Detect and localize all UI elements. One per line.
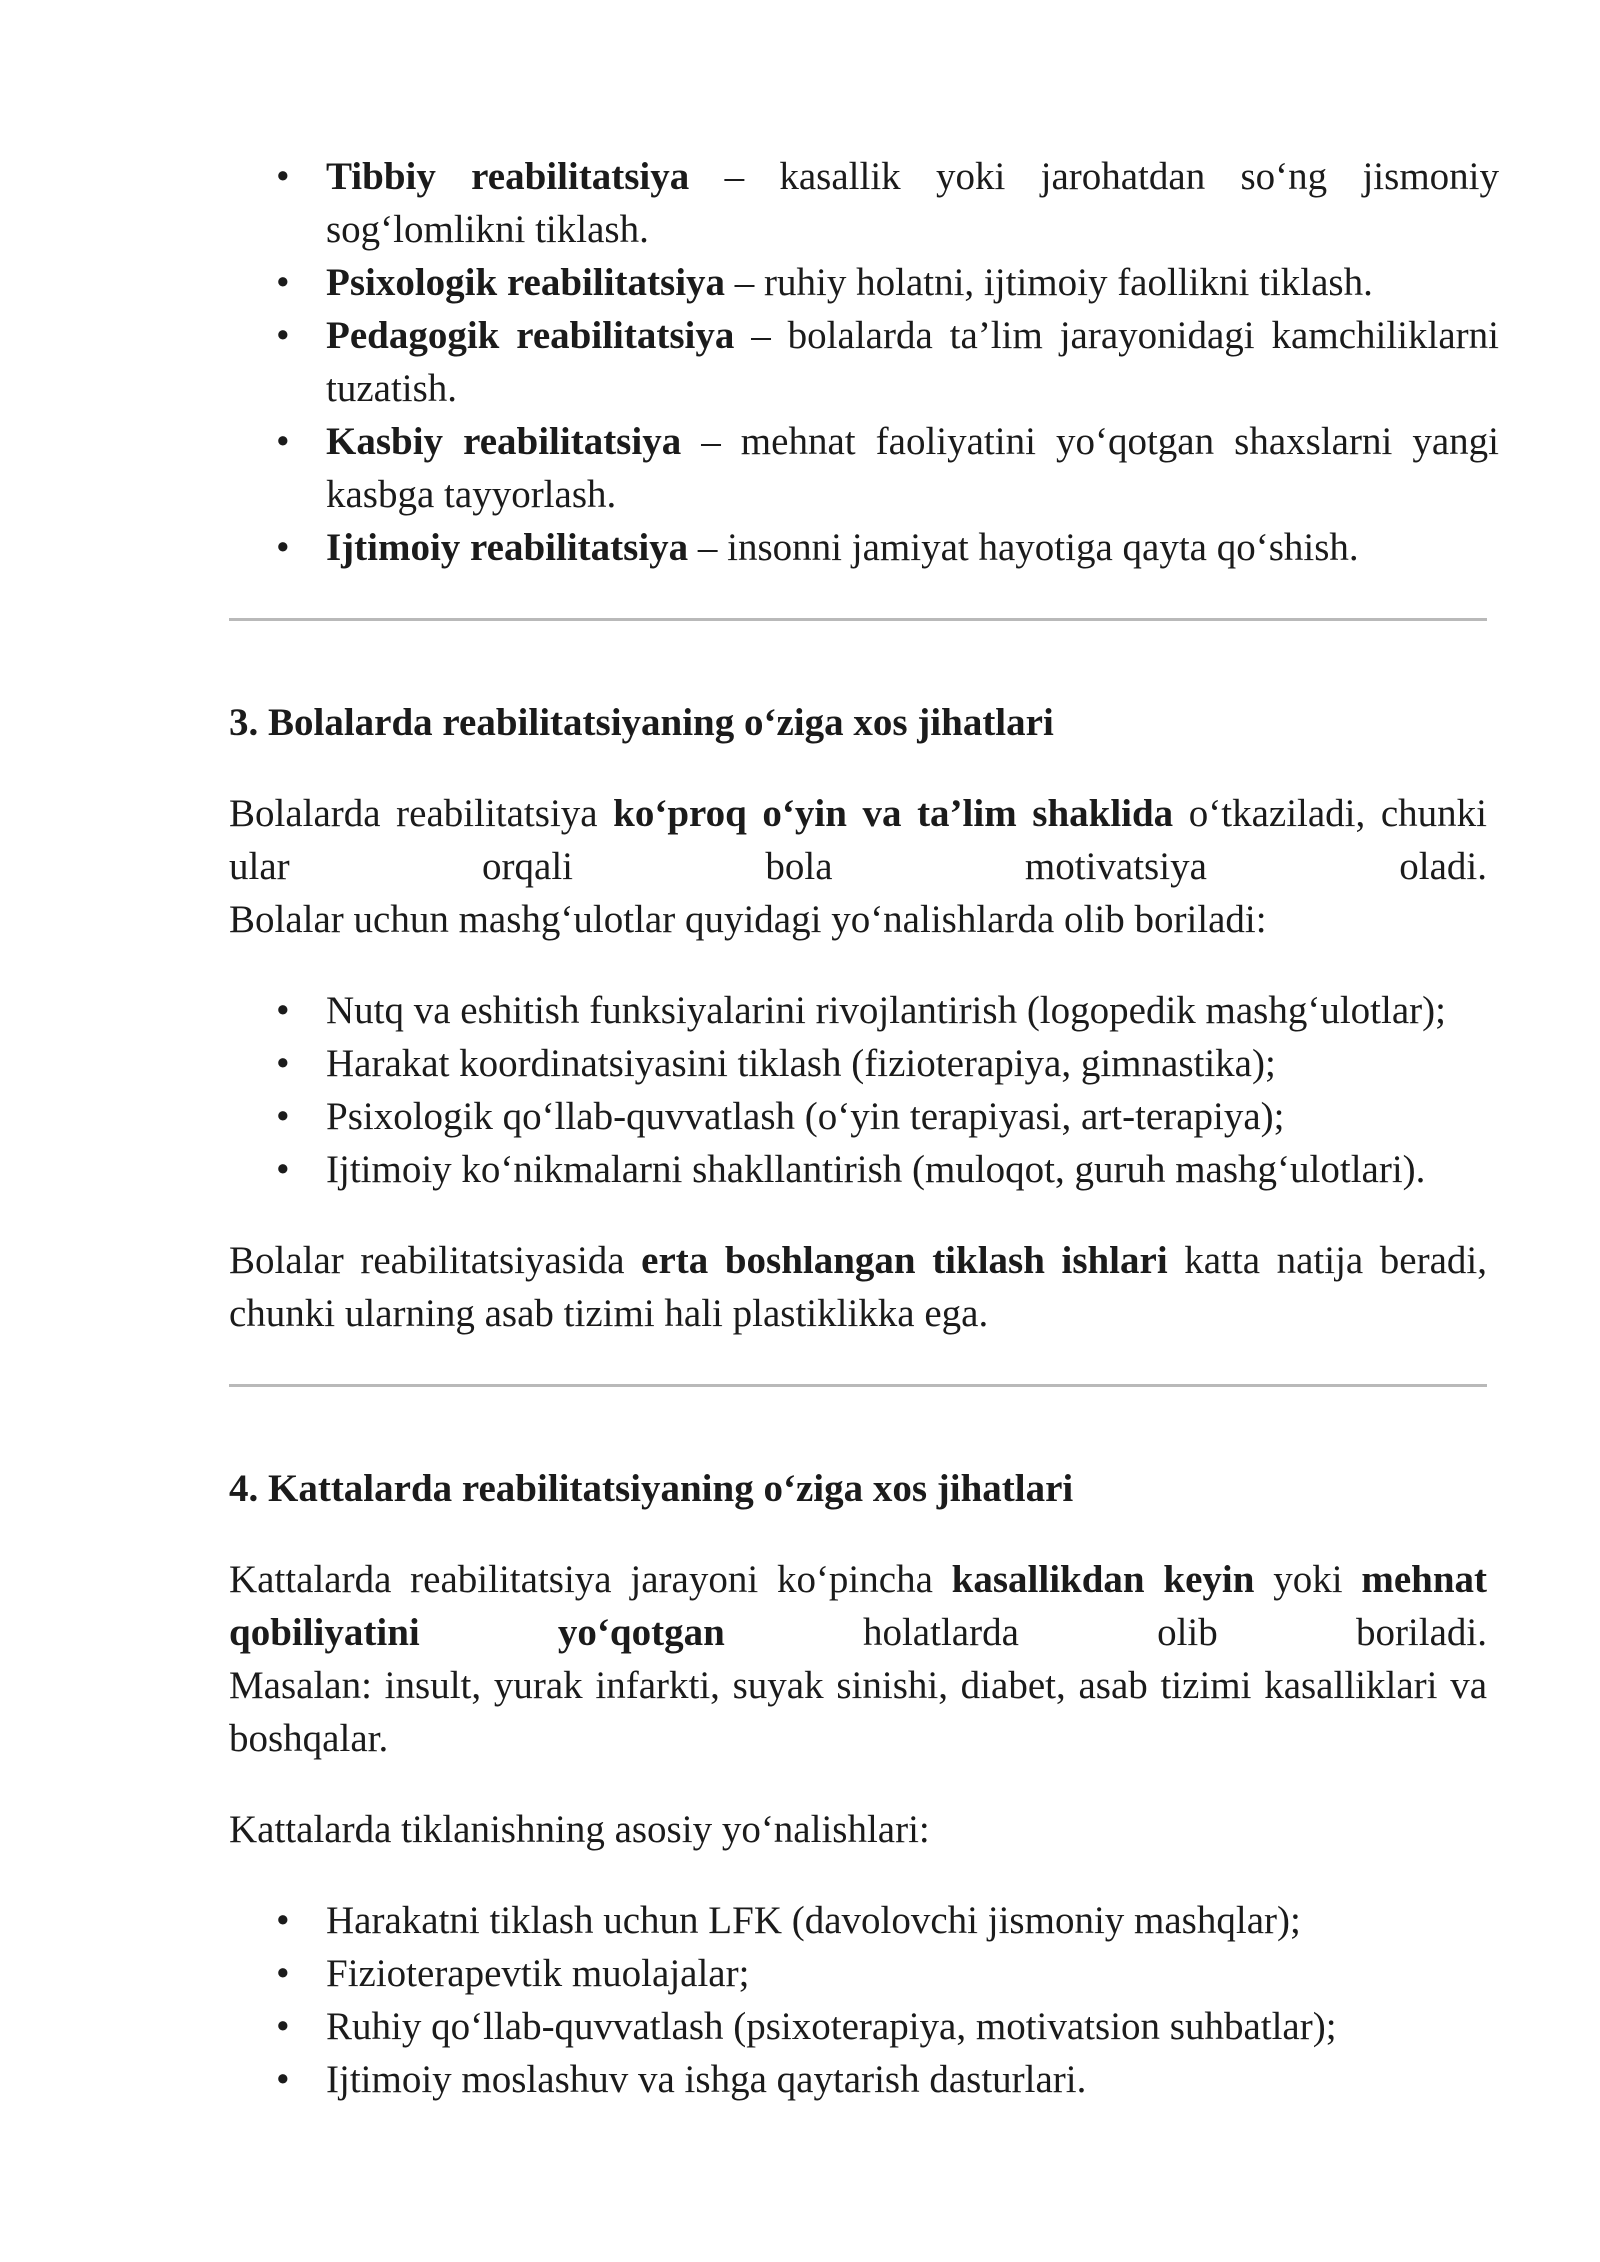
paragraph-emphasis: erta boshlangan tiklash ishlari (641, 1239, 1168, 1282)
list-item-text: – insonni jamiyat hayotiga qayta qo‘shish. (688, 526, 1359, 569)
list-item-text: Ijtimoiy ko‘nikmalarni shakllantirish (muloqot, guruh mashg‘ulotlari). (326, 1148, 1426, 1191)
list-item-text: Harakat koordinatsiyasini tiklash (fizioterapiya, gimnastika); (326, 1042, 1276, 1085)
list-item (229, 1143, 1487, 1196)
section-heading: 4. Kattalarda reabilitatsiyaning o‘ziga xos jihatlari (229, 1467, 1074, 1510)
paragraph-text: katta natija beradi, chunki ularning asab tizimi hali plastiklikka ega. (229, 1239, 1487, 1335)
divider (229, 618, 1487, 621)
paragraph (229, 1234, 1487, 1340)
bullet: • (276, 2005, 290, 2048)
list-item (229, 150, 1499, 256)
document-content (229, 150, 1499, 2106)
paragraph-line: Masalan: insult, yurak infarkti, suyak sinishi, diabet, asab tizimi kasalliklari va boshqalar. (229, 1664, 1487, 1760)
list-item-text: – bolalarda ta’lim jarayonidagi kamchiliklarni tuzatish. (326, 314, 1499, 410)
paragraph-text: holatlarda olib boriladi. (724, 1611, 1487, 1654)
list-item-term: Pedagogik reabilitatsiya (326, 314, 735, 357)
list-item (229, 256, 1499, 309)
list-item-text: – ruhiy holatni, ijtimoiy faollikni tiklash. (725, 261, 1373, 304)
bullet: • (276, 526, 290, 569)
list-item-text: – mehnat faoliyatini yo‘qotgan shaxslarni yangi kasbga tayyorlash. (326, 420, 1499, 516)
paragraph (229, 1553, 1487, 1765)
paragraph-line: ular orqali bola motivatsiya oladi. (229, 845, 1487, 888)
list-item-text: Ijtimoiy moslashuv va ishga qaytarish dasturlari. (326, 2058, 1087, 2101)
paragraph: Kattalarda tiklanishning asosiy yo‘nalishlari: (229, 1808, 930, 1851)
list-item-term: Tibbiy reabilitatsiya (326, 155, 690, 198)
bullet: • (276, 420, 290, 463)
list-item (229, 1037, 1487, 1090)
divider (229, 1384, 1487, 1387)
paragraph-emphasis: ko‘proq o‘yin va ta’lim shaklida (613, 792, 1174, 835)
paragraph-emphasis: kasallikdan keyin (951, 1558, 1255, 1601)
bullet: • (276, 1899, 290, 1942)
section-heading: 3. Bolalarda reabilitatsiyaning o‘ziga xos jihatlari (229, 701, 1054, 744)
list-item-text: Fizioterapevtik muolajalar; (326, 1952, 750, 1995)
bullet: • (276, 314, 290, 357)
list-item-text: Nutq va eshitish funksiyalarini rivojlantirish (logopedik mashg‘ulotlar); (326, 989, 1446, 1032)
bullet: • (276, 261, 290, 304)
paragraph-line: Bolalar uchun mashg‘ulotlar quyidagi yo‘nalishlarda olib boriladi: (229, 898, 1267, 941)
paragraph-text: Kattalarda reabilitatsiya jarayoni ko‘pincha (229, 1558, 952, 1601)
bullet: • (276, 1952, 290, 1995)
list-item (229, 1947, 1487, 2000)
list-item (229, 1090, 1487, 1143)
bullet: • (276, 1148, 290, 1191)
bullet: • (276, 1042, 290, 1085)
list-item-text: Harakatni tiklash uchun LFK (davolovchi jismoniy mashqlar); (326, 1899, 1301, 1942)
list-item (229, 309, 1499, 415)
list-item (229, 2000, 1487, 2053)
bullet: • (276, 155, 290, 198)
list-item-term: Psixologik reabilitatsiya (326, 261, 726, 304)
list-item (229, 415, 1499, 521)
list-item-text: Ruhiy qo‘llab-quvvatlash (psixoterapiya, motivatsion suhbatlar); (326, 2005, 1337, 2048)
list-item (229, 1894, 1487, 1947)
list-item-text: Psixologik qo‘llab-quvvatlash (o‘yin terapiyasi, art-terapiya); (326, 1095, 1285, 1138)
paragraph-text: Bolalarda reabilitatsiya (229, 792, 614, 835)
paragraph (229, 787, 1487, 946)
bullet: • (276, 1095, 290, 1138)
list-item (229, 521, 1499, 574)
bullet: • (276, 2058, 290, 2101)
list-item (229, 984, 1487, 1037)
list-item (229, 2053, 1487, 2106)
adult-directions-list (229, 1894, 1487, 2106)
list-item-text: – kasallik yoki jarohatdan so‘ng jismoniy sog‘lomlikni tiklash. (326, 155, 1499, 251)
paragraph-text: Bolalar reabilitatsiyasida (229, 1239, 642, 1282)
paragraph-emphasis: mehnat qobiliyatini yo‘qotgan (229, 1558, 1487, 1654)
paragraph-text: o‘tkaziladi, chunki (1173, 792, 1487, 835)
list-item-term: Kasbiy reabilitatsiya (326, 420, 682, 463)
children-directions-list (229, 984, 1487, 1196)
bullet: • (276, 989, 290, 1032)
list-item-term: Ijtimoiy reabilitatsiya (326, 526, 689, 569)
paragraph-text: yoki (1254, 1558, 1362, 1601)
rehabilitation-types-list (229, 150, 1499, 574)
